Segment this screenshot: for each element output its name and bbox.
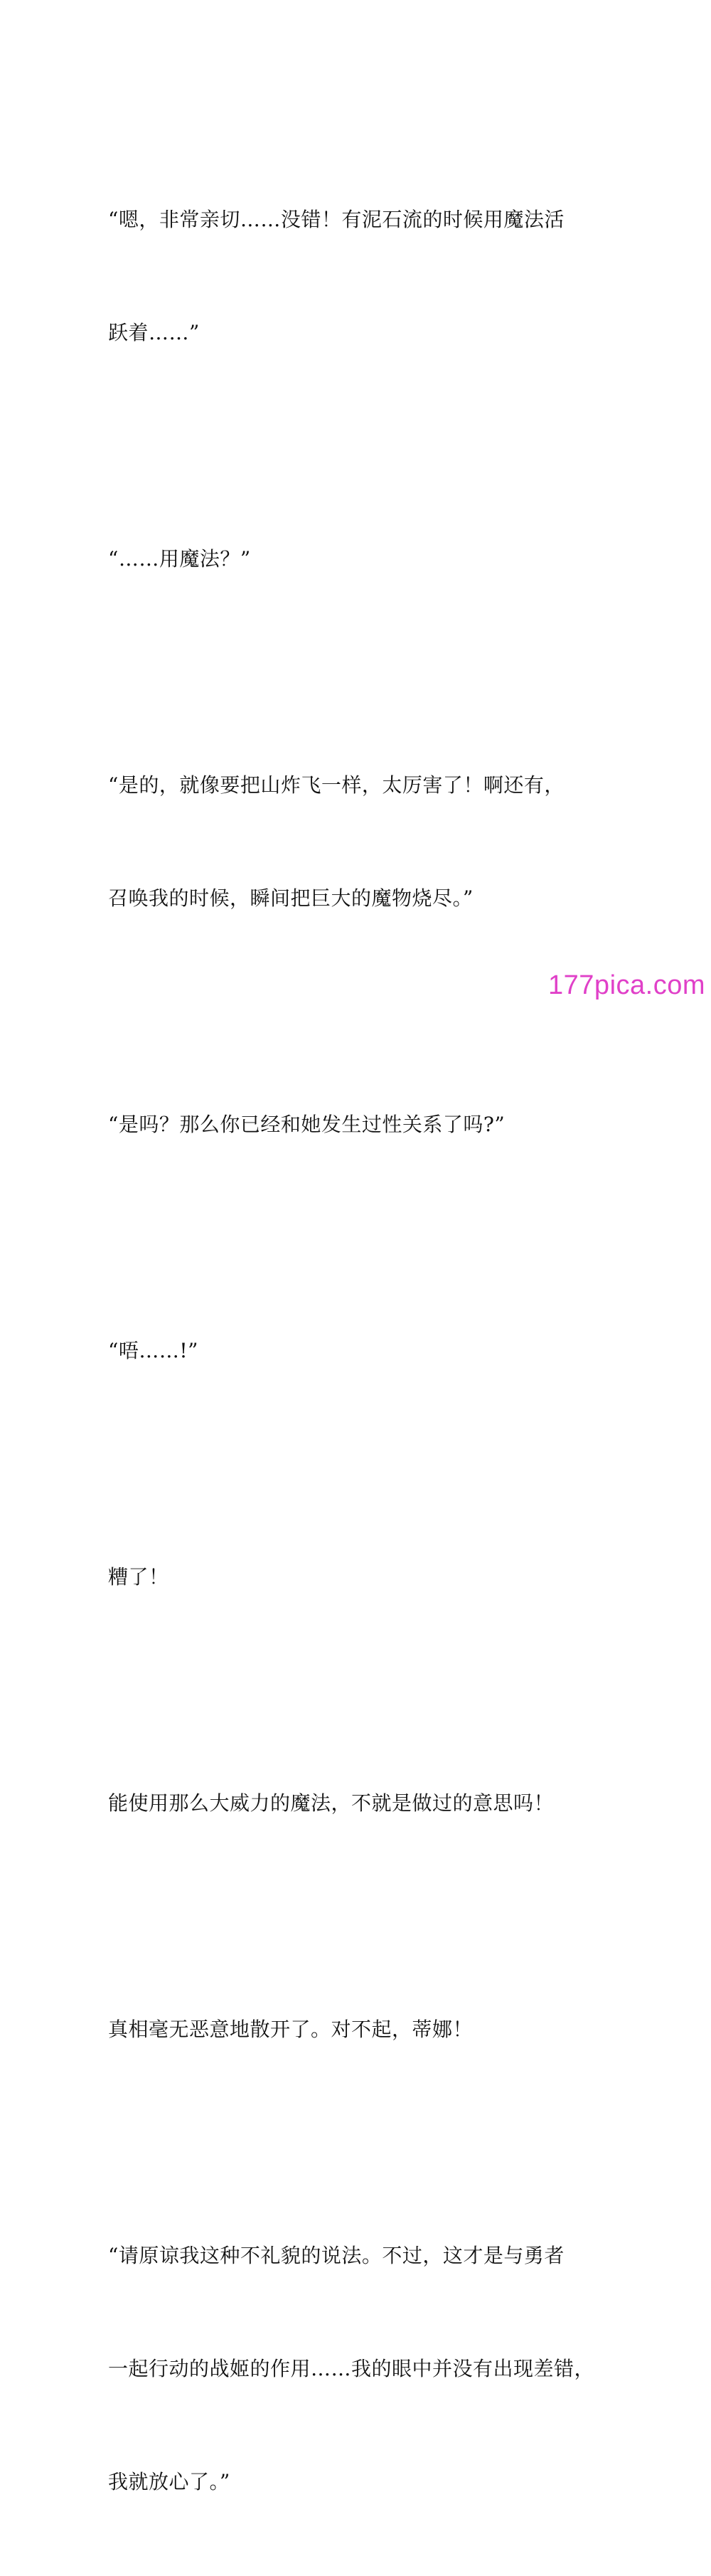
- paragraph: [108, 125, 611, 427]
- text-line: “是吗？那么你已经和她发生过性关系了吗?”: [108, 1113, 506, 1136]
- text-line: “嗯，非常亲切……没错！有泥石流的时候用魔法活: [108, 208, 565, 231]
- text-line: 真相毫无恶意地散开了。对不起，蒂娜！: [108, 2018, 474, 2041]
- paragraph: [108, 1935, 611, 2124]
- paragraph: [108, 465, 611, 653]
- paragraph: [108, 1709, 611, 1897]
- paragraph: [108, 1483, 611, 1671]
- text-line: “请原谅我这种不礼貌的说法。不过，这才是与勇者: [108, 2244, 565, 2267]
- text-line: 能使用那么大威力的魔法，不就是做过的意思吗！: [108, 1791, 555, 1815]
- text-line: 糟了！: [108, 1565, 169, 1589]
- paragraph: [108, 1256, 611, 1445]
- text-line: “……用魔法？”: [108, 547, 251, 571]
- text-line: 我就放心了。”: [108, 2470, 230, 2493]
- text-line: 召唤我的时候，瞬间把巨大的魔物烧尽。”: [108, 886, 474, 910]
- text-line: “唔……!”: [108, 1339, 198, 1362]
- text-line: 跃着……”: [108, 321, 200, 344]
- paragraph: [108, 2161, 611, 2576]
- paragraph: [108, 691, 611, 992]
- text-line: “是的，就像要把山炸飞一样，太厉害了！啊还有，: [108, 773, 565, 797]
- watermark-text: 177pica.com: [548, 970, 705, 1000]
- paragraph: [108, 1030, 611, 1219]
- text-line: 一起行动的战姬的作用……我的眼中并没有出现差错，: [108, 2357, 595, 2380]
